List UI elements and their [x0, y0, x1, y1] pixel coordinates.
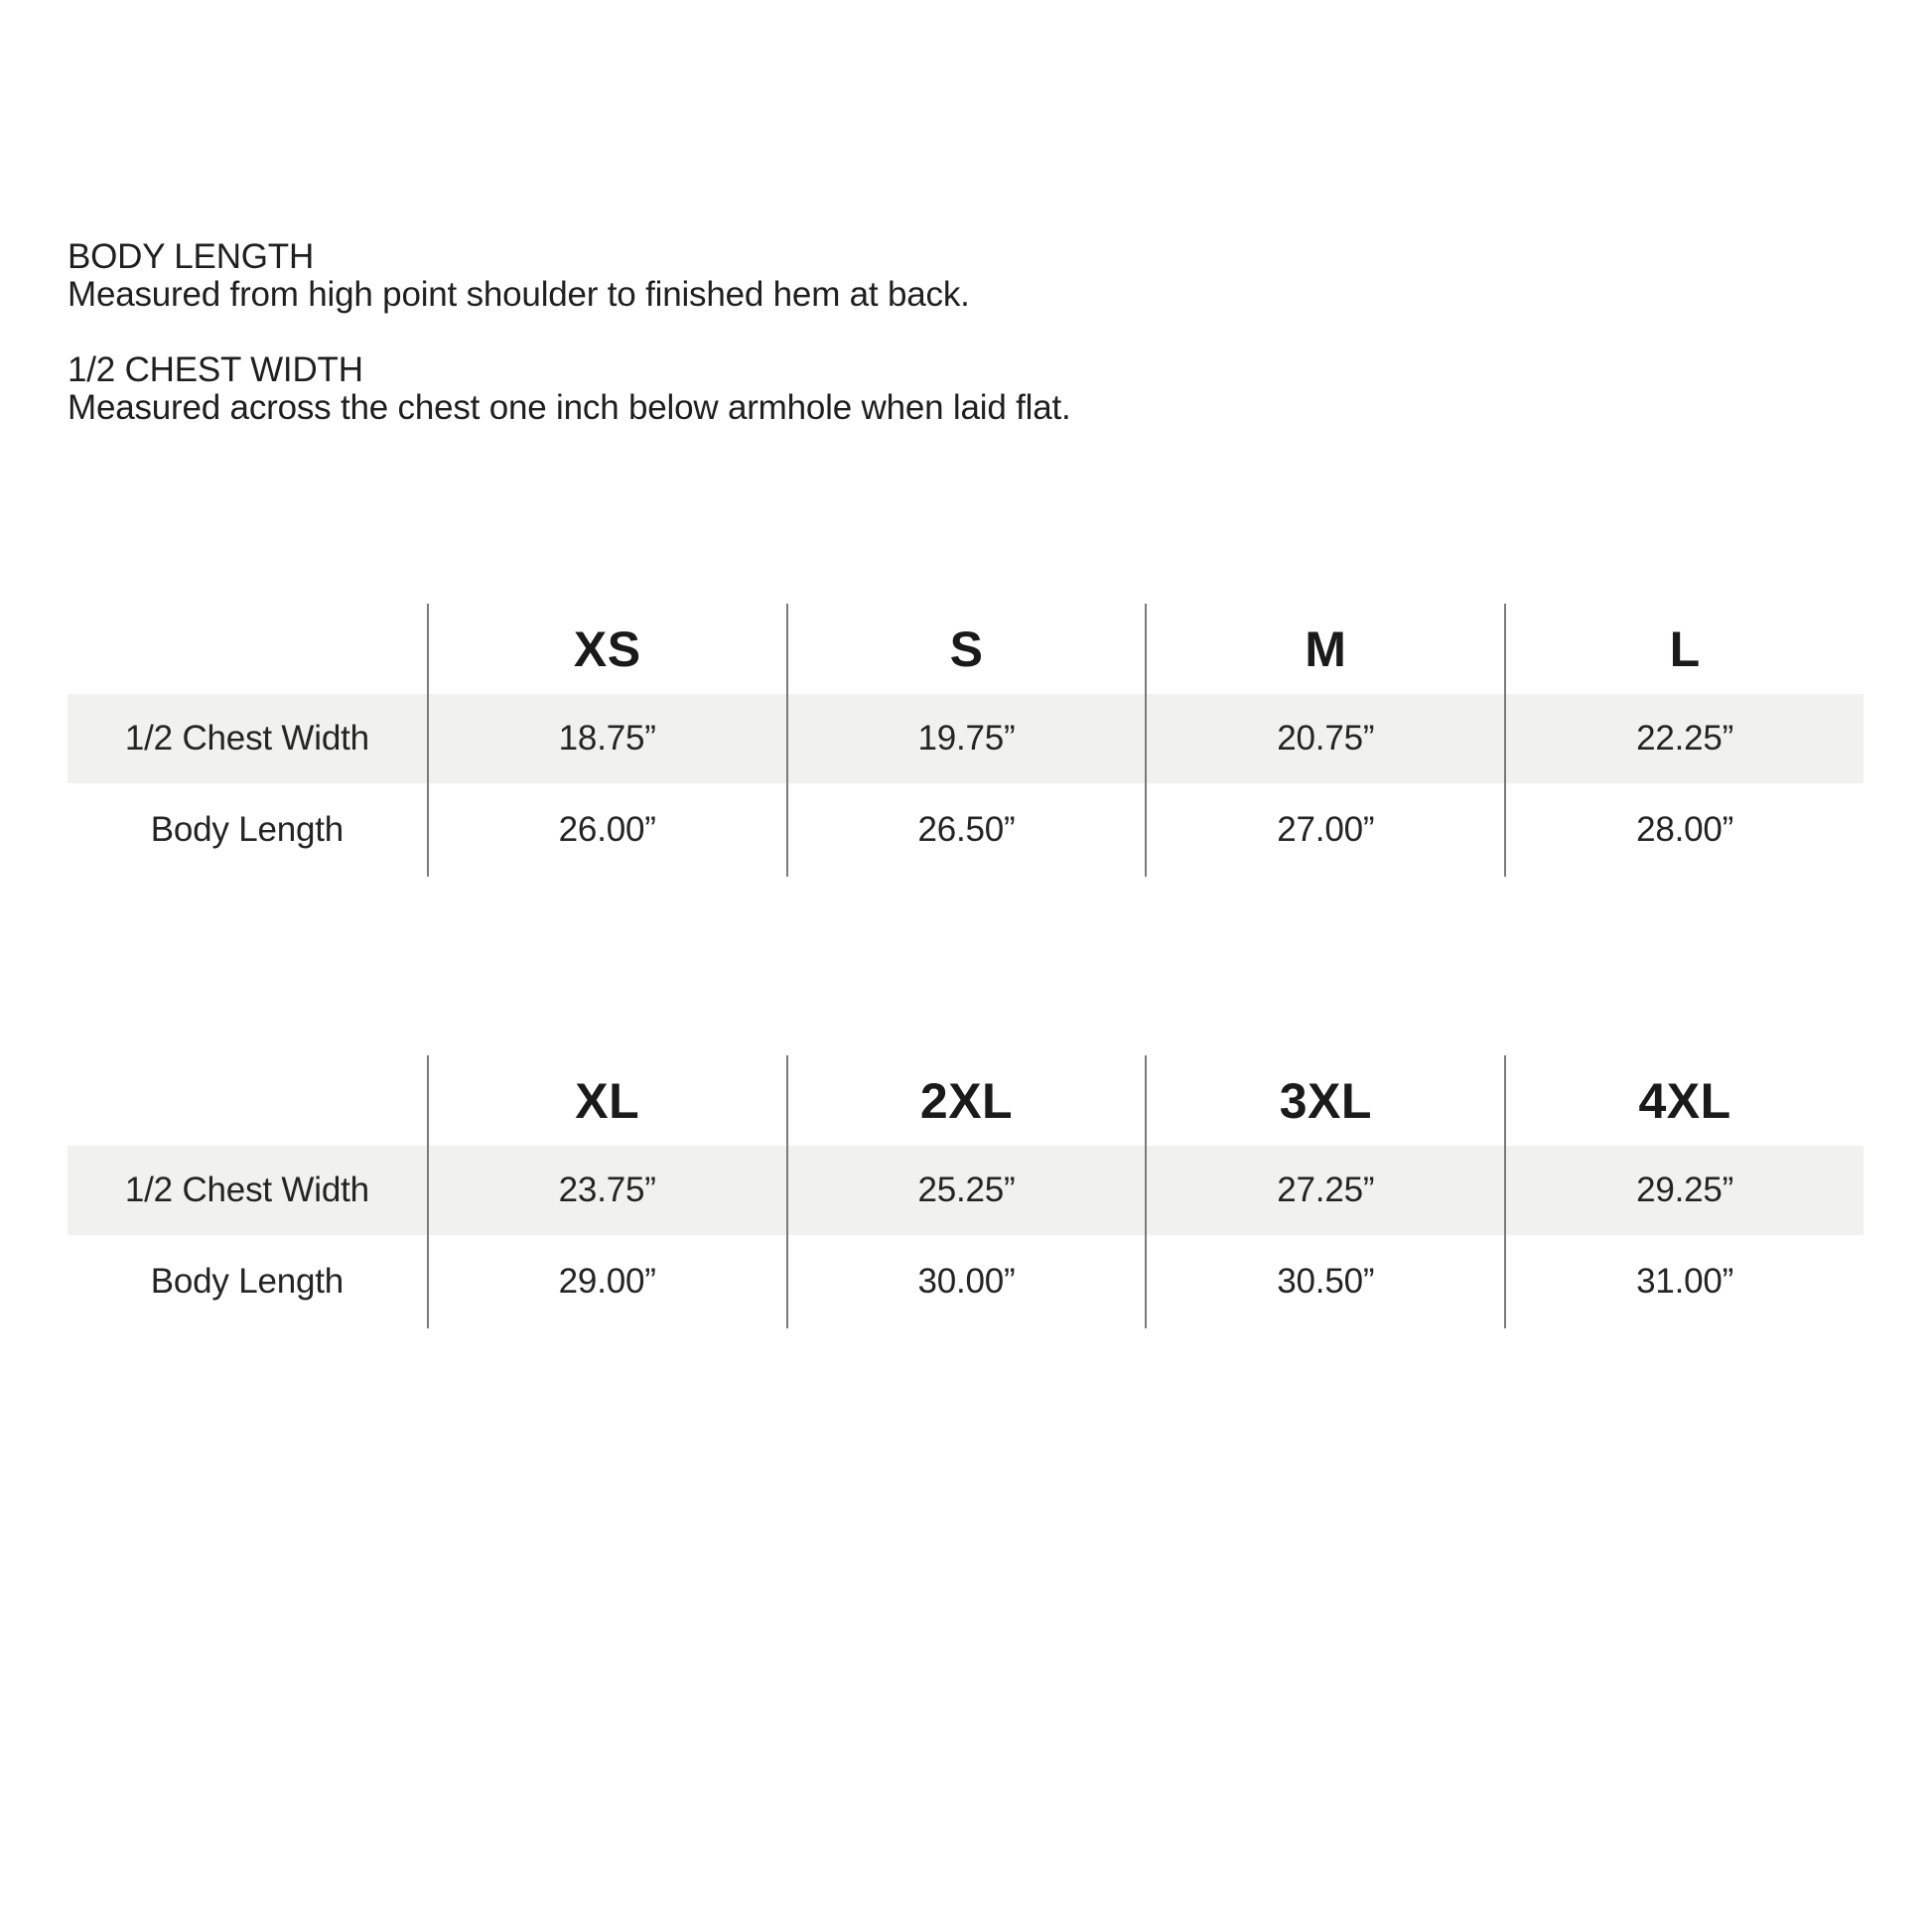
- table-row-body-length: [68, 1235, 1863, 1328]
- size-header: S: [786, 604, 1146, 694]
- measurement-value: 27.25”: [1145, 1146, 1504, 1235]
- size-header: XS: [427, 604, 786, 694]
- corner-cell: [68, 604, 427, 694]
- size-table-xs-l: [68, 604, 1863, 877]
- row-label: Body Length: [150, 810, 345, 849]
- measurement-value: 29.25”: [1504, 1146, 1863, 1235]
- note-body-length: [68, 238, 1259, 314]
- note-description: Measured across the chest one inch below armhole when laid flat.: [68, 388, 1071, 427]
- measurement-value: 28.00”: [1504, 783, 1863, 877]
- table-header-row: [68, 1055, 1863, 1146]
- note-title: 1/2 CHEST WIDTH: [68, 350, 363, 389]
- measurement-value: 23.75”: [427, 1146, 786, 1235]
- size-header: M: [1145, 604, 1504, 694]
- measurement-value: 29.00”: [427, 1235, 786, 1328]
- table-row-chest-width: [68, 1146, 1863, 1235]
- size-header: L: [1504, 604, 1863, 694]
- table-row-chest-width: [68, 694, 1863, 783]
- measurement-value: 30.00”: [786, 1235, 1146, 1328]
- measurement-value: 25.25”: [786, 1146, 1146, 1235]
- measurement-notes: [68, 238, 1259, 427]
- measurement-value: 20.75”: [1145, 694, 1504, 783]
- table-row-body-length: [68, 783, 1863, 877]
- note-chest-width: [68, 351, 1259, 427]
- size-header: 2XL: [786, 1055, 1146, 1146]
- size-header: 4XL: [1504, 1055, 1863, 1146]
- measurement-value: 31.00”: [1504, 1235, 1863, 1328]
- size-header: 3XL: [1145, 1055, 1504, 1146]
- note-description: Measured from high point shoulder to finished hem at back.: [68, 275, 970, 314]
- measurement-value: 30.50”: [1145, 1235, 1504, 1328]
- row-label: Body Length: [150, 1262, 345, 1301]
- measurement-value: 19.75”: [786, 694, 1146, 783]
- note-title: BODY LENGTH: [68, 237, 315, 276]
- measurement-value: 26.50”: [786, 783, 1146, 877]
- measurement-value: 22.25”: [1504, 694, 1863, 783]
- measurement-value: 26.00”: [427, 783, 786, 877]
- measurement-value: 18.75”: [427, 694, 786, 783]
- row-label: 1/2 Chest Width: [124, 1171, 369, 1209]
- corner-cell: [68, 1055, 427, 1146]
- size-header: XL: [427, 1055, 786, 1146]
- table-header-row: [68, 604, 1863, 694]
- size-table-xl-4xl: [68, 1055, 1863, 1328]
- measurement-value: 27.00”: [1145, 783, 1504, 877]
- row-label: 1/2 Chest Width: [124, 719, 369, 758]
